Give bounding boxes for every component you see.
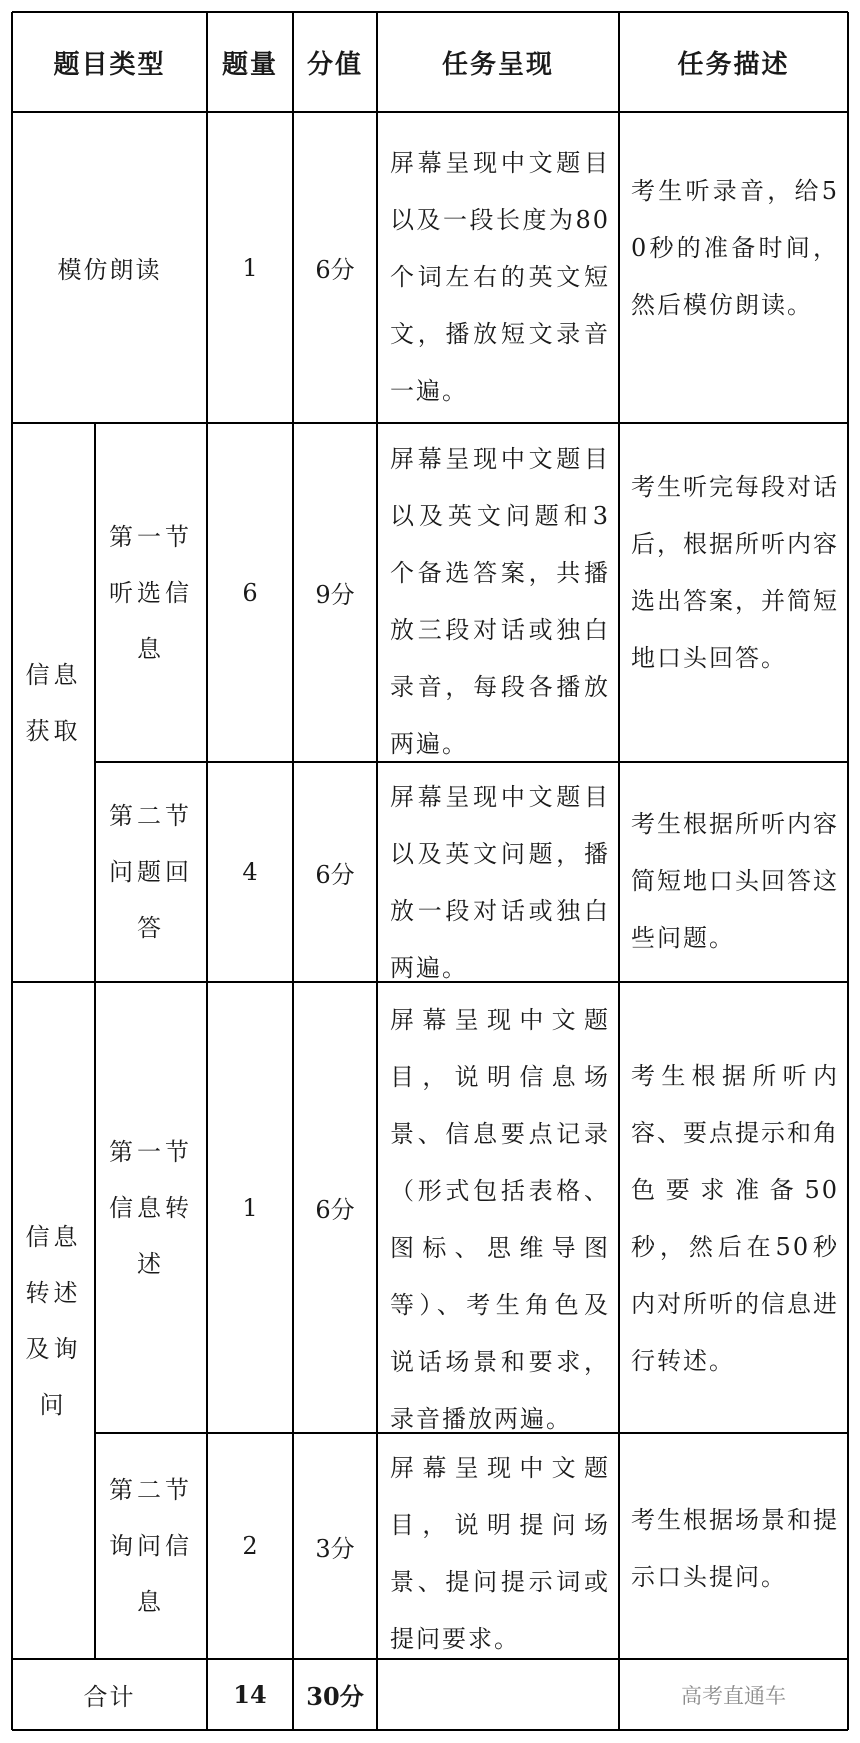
- row-total-label: 合计: [83, 1683, 136, 1711]
- row-info-relay-s1-section-cell: [95, 982, 207, 1433]
- row-info-get-s2-description: 考生根据所听内容简短地口头回答这些问题。: [631, 810, 839, 952]
- row-imitate-description: 考生听录音，给50秒的准备时间，然后模仿朗读。: [631, 177, 839, 319]
- row-info-relay-s1-description: 考生根据所听内容、要点提示和角色要求准备50秒，然后在50秒内对所听的信息进行转述。: [631, 1062, 839, 1375]
- group-info-get-label: 信息获取: [25, 660, 82, 745]
- row-info-get-s2-presentation: 屏幕呈现中文题目以及英文问题，播放一段对话或独白两遍。: [390, 783, 610, 982]
- row-info-relay-s2-section-cell: [95, 1433, 207, 1659]
- header-type: 题目类型: [53, 49, 166, 80]
- row-info-relay-s2-count: 2: [242, 1532, 258, 1560]
- row-imitate-presentation: 屏幕呈现中文题目以及一段长度为80个词左右的英文短文，播放短文录音一遍。: [390, 149, 610, 405]
- group-info-relay-cell: [12, 982, 95, 1659]
- row-info-relay-s2-section: 第二节询问信息: [109, 1476, 193, 1616]
- row-info-get-s2-section: 第二节问题回答: [109, 802, 193, 942]
- row-info-get-s1-description: 考生听完每段对话后，根据所听内容选出答案，并简短地口头回答。: [631, 473, 839, 672]
- row-info-get-s1-presentation: 屏幕呈现中文题目以及英文问题和3个备选答案，共播放三段对话或独白录音，每段各播放两遍。: [390, 445, 610, 758]
- group-info-get-cell: [12, 423, 95, 982]
- row-info-relay-s2-description: 考生根据场景和提示口头提问。: [631, 1506, 839, 1591]
- row-info-relay-s2-score: 3分: [315, 1534, 355, 1563]
- row-info-relay-s1-score: 6分: [315, 1196, 355, 1224]
- group-info-relay-label: 信息转述及询问: [25, 1222, 82, 1419]
- row-info-get-s1-section-cell: [95, 423, 207, 762]
- row-info-relay-s1-section: 第一节信息转述: [109, 1137, 193, 1278]
- row-info-relay-s1-count: 1: [242, 1193, 258, 1222]
- row-info-get-s1-score: 9分: [315, 581, 355, 609]
- header-count: 题量: [221, 49, 278, 80]
- header-description: 任务描述: [677, 49, 790, 80]
- row-info-relay-s2-presentation: 屏幕呈现中文题目，说明提问场景、提问提示词或提问要求。: [390, 1454, 610, 1653]
- row-info-get-s2-section-cell: [95, 762, 207, 982]
- row-info-relay-s1-presentation: 屏幕呈现中文题目，说明信息场景、信息要点记录（形式包括表格、图标、思维导图等）、考生角色及说话场景和要求，录音播放两遍。: [390, 1006, 610, 1433]
- row-total-count: 14: [233, 1680, 267, 1709]
- row-total-score: 30分: [306, 1682, 364, 1711]
- header-presentation: 任务呈现: [441, 49, 554, 80]
- row-info-get-s2-count: 4: [242, 858, 258, 886]
- row-imitate-count: 1: [242, 253, 258, 282]
- header-score: 分值: [306, 49, 363, 80]
- row-info-get-s2-score: 6分: [315, 860, 355, 889]
- row-info-get-s1-count: 6: [242, 578, 258, 607]
- watermark-text: 高考直通车: [681, 1683, 786, 1708]
- row-imitate-score: 6分: [315, 256, 355, 284]
- row-info-get-s1-section: 第一节听选信息: [109, 522, 193, 663]
- row-imitate-type: 模仿朗读: [57, 256, 162, 284]
- row-total-description-cell: [619, 1659, 848, 1730]
